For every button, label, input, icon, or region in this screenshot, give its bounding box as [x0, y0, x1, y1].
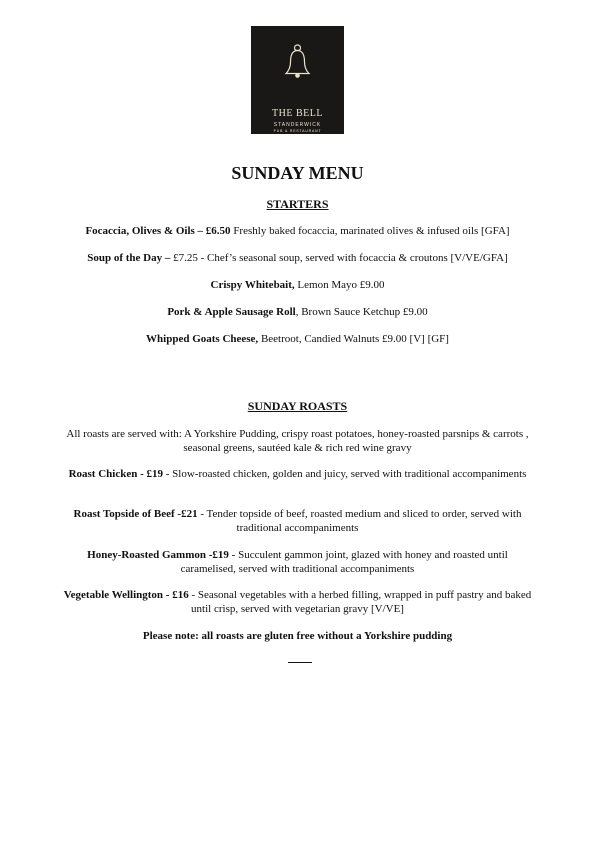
- roast-name: Honey-Roasted Gammon -£19: [87, 549, 229, 561]
- starter-item: [60, 305, 535, 319]
- roast-item: [60, 588, 535, 616]
- starter-name: Whipped Goats Cheese,: [146, 333, 259, 345]
- roasts-intro: All roasts are served with: A Yorkshire Pudding, crispy roast potatoes, honey-roasted parsnips & carrots , seasonal greens, sautéed kale & rich red wine gravy: [66, 428, 529, 454]
- roast-name: Roast Topside of Beef -£21: [73, 508, 198, 520]
- logo-name: THE BELL: [272, 108, 323, 119]
- starter-item: [60, 278, 535, 292]
- menu-title: SUNDAY MENU: [231, 163, 364, 183]
- roast-item: [60, 507, 535, 535]
- roast-description: - Tender topside of beef, roasted medium and sliced to order, served with traditional accompaniments: [197, 508, 522, 534]
- starter-description: Lemon Mayo £9.00: [294, 279, 385, 291]
- starter-description: , Brown Sauce Ketchup £9.00: [295, 306, 428, 318]
- roast-description: - Seasonal vegetables with a herbed filling, wrapped in puff pastry and baked until crisp, served with vegetarian gravy [V/VE]: [188, 589, 532, 615]
- roast-item: [60, 467, 535, 481]
- roast-description: - Slow-roasted chicken, golden and juicy, served with traditional accompaniments: [163, 468, 527, 480]
- roasts-heading: SUNDAY ROASTS: [247, 399, 348, 413]
- starter-item: [60, 251, 535, 265]
- roast-item: [60, 548, 535, 576]
- gluten-note: Please note: all roasts are gluten free without a Yorkshire pudding: [142, 630, 453, 642]
- restaurant-logo: [251, 26, 344, 134]
- starter-name: Soup of the Day –: [87, 252, 174, 264]
- starter-name: Crispy Whitebait,: [210, 279, 295, 291]
- starter-description: £7.25 - Chef’s seasonal soup, served with focaccia & croutons [V/VE/GFA]: [173, 252, 508, 264]
- roast-description: - Succulent gammon joint, glazed with honey and roasted until caramelised, served with traditional accompaniments: [180, 549, 508, 575]
- starter-description: Freshly baked focaccia, marinated olives & infused oils [GFA]: [230, 225, 510, 237]
- roast-name: Vegetable Wellington - £16: [63, 589, 189, 601]
- bell-icon: [284, 44, 311, 80]
- divider: [288, 662, 312, 663]
- starter-item: [60, 332, 535, 346]
- starters-heading: STARTERS: [266, 197, 329, 211]
- starter-name: Pork & Apple Sausage Roll: [167, 306, 296, 318]
- roast-name: Roast Chicken - £19: [68, 468, 163, 480]
- logo-tagline: PUB & RESTAURANT: [273, 129, 322, 133]
- logo-subtitle: STANDERWICK: [273, 122, 322, 128]
- starter-description: Beetroot, Candied Walnuts £9.00 [V] [GF]: [258, 333, 449, 345]
- starter-item: [60, 224, 535, 238]
- starter-name: Focaccia, Olives & Oils – £6.50: [85, 225, 231, 237]
